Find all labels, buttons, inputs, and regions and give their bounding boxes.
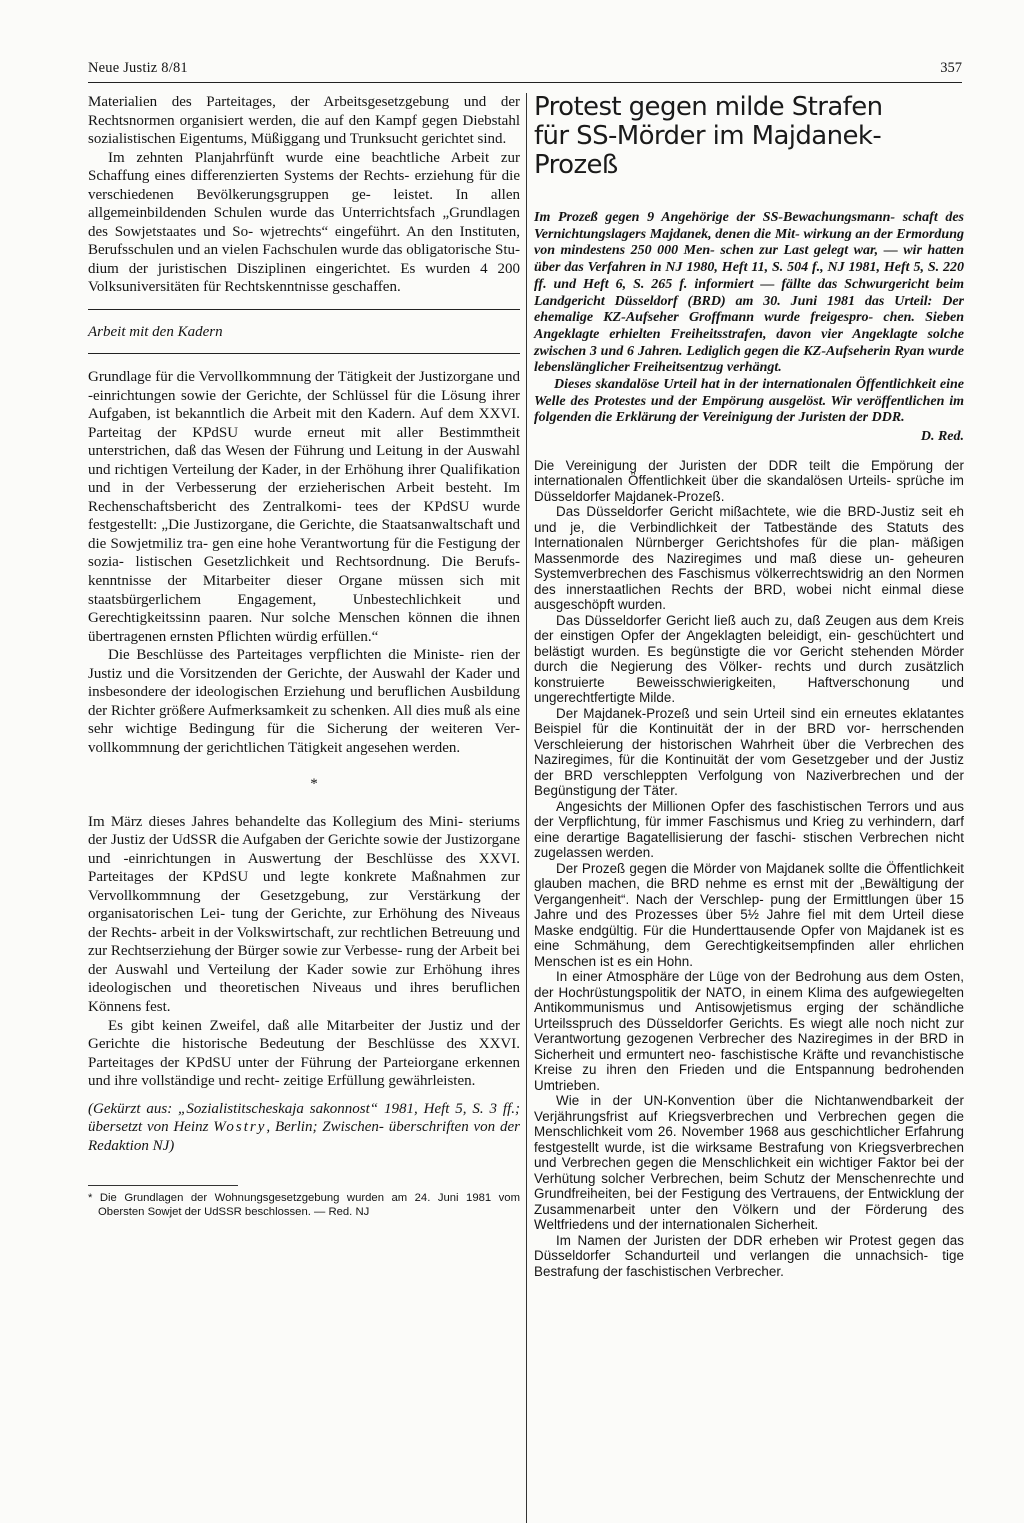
section-rule-bottom: [88, 353, 520, 354]
paragraph: Der Majdanek-Prozeß und sein Urteil sind ein erneutes eklatantes Beispiel für die Kontinuität der in der BRD vor- herrschenden Verschleierung der historischen Wahrheit über die Verbrechen des Naziregimes, für die Kontinuität der vom Gesetzgeber und der Justiz der BRD verschleppten Verfolgung von Naziverbrechen und der Begünstigung der Täter.: [534, 705, 964, 799]
footnote-rule: [88, 1185, 238, 1186]
left-column: [88, 93, 520, 1219]
article-title: [534, 93, 964, 180]
source-text: (Gekürzt aus: „Sozialistitscheskaja sakonnost“ 1981, Heft 5, S. 3 ff.; übersetzt von Heinz: [88, 1100, 520, 1136]
header-rule: [88, 82, 962, 83]
intro-paragraph: Im Prozeß gegen 9 Angehörige der SS-Bewachungsmann- schaft des Vernichtungslagers Majdanek, denen die Mit- wirkung an der Ermordung von mindestens 250 000 Men- schen zur Last gelegt war, — wir hatten über das Verfahren in NJ 1980, Heft 11, S. 504 f., NJ 1981, Heft 5, S. 220 ff. und Heft 6, S. 265 f. informiert — fällte das Schwurgericht beim Landgericht Düsseldorf (BRD) am 30. Juni 1981 das Urteil: Der ehemalige KZ-Aufseher Groffmann wurde freigespro- chen. Sieben Angeklagte erhielten Freiheitsstrafen, davon vier Angeklagte solche zwischen 3 und 6 Jahren. Lediglich gegen die KZ-Aufseherin Ryan wurde lebenslänglicher Freiheitsentzug verhängt.: [534, 210, 964, 376]
running-head: [88, 60, 962, 82]
paragraph: Die Vereinigung der Juristen der DDR teilt die Empörung der internationalen Öffentlichkeit über die skandalösen Urteils- sprüche im Düsseldorfer Majdanek-Prozeß.: [534, 457, 964, 504]
paragraph: Das Düsseldorfer Gericht ließ auch zu, daß Zeugen aus dem Kreis der einstigen Opfer der Angeklagten beleidigt, ein- geschüchtert und belästigt wurden. Es begünstigte die vor Gericht stehenden Mörder durch die Negierung des Völker- rechts und durch zusätzlich konstruierte Beweisschwierigkeiten, Haftverschonung und ungerechtfertigte Milde.: [534, 612, 964, 706]
paragraph: Das Düsseldorfer Gericht mißachtete, wie die BRD-Justiz seit eh und je, die Verbindlichkeit der Tatbestände des Statuts des Internationalen Nürnberger Gerichtshofes für die plan- mäßigen Massenmorde des Naziregimes und maß diese un- geheuren Systemverbrechen des Faschismus völkerrechtswidrig an den Normen des innerstaatlichen Rechts der BRD, wobei nicht einmal diese ausgeschöpft wurden.: [534, 504, 964, 613]
paragraph: Wie in der UN-Konvention über die Nichtanwendbarkeit der Verjährungsfrist auf Kriegsverbrechen und Verbrechen gegen die Menschlichkeit vom 26. November 1968 aus geschichtlicher Erfahrung festgestellt wurde, ist die wirksame Bestrafung von Kriegsverbrechen und Verbrechen gegen die Menschlichkeit ein wichtiger Faktor bei der Verhütung solcher Verbrechen, beim Schutz der Menschenrechte und Grundfreiheiten, bei der Festigung des Vertrauens, der Entwicklung der Zusammenarbeit unter den Völkern und der Förderung des Weltfriedens und der internationalen Sicherheit.: [534, 1093, 964, 1233]
paragraph: Im Namen der Juristen der DDR erheben wir Protest gegen das Düsseldorfer Schandurteil und verlangen die unnachsich- tige Bestrafung der faschistischen Verbrecher.: [534, 1232, 964, 1279]
paragraph: Der Prozeß gegen die Mörder von Majdanek sollte die Öffentlichkeit glauben machen, die BRD nehme es ernst mit der „Bewältigung der Vergangenheit“. Nach der Verschlep- pung der Ermittlungen über 15 Jahre und des Prozesses über 5½ Jahre fiel mit dem Urteil diese Maske endgültig. Für die Hunderttausende Opfer von Majdanek ist es eine Schmähung, dem Gerechtigkeitsempfinden aller ehrlichen Menschen ist es ein Hohn.: [534, 860, 964, 969]
paragraph: In einer Atmosphäre der Lüge von der Bedrohung aus dem Osten, der Hochrüstungspolitik der NATO, in einem Klima des aufgewiegelten Antikommunismus und Antisowjetismus erging der schändliche Urteilsspruch des Düsseldorfer Gerichts. Es wiegt alle noch nicht zur Verantwortung gezogenen Verbrecher des Naziregimes in der BRD in Sicherheit und ermuntert neo- faschistische Kräfte und revanchistische Kreise zu ihren den Frieden und die Entspannung bedrohenden Umtrieben.: [534, 969, 964, 1093]
title-line: für SS-Mörder im Majdanek-Prozeß: [534, 121, 882, 180]
asterisk-divider: *: [310, 775, 318, 792]
page-number: 357: [940, 60, 962, 76]
source-text: , Berlin; Zwischen- überschriften von der Redaktion NJ): [88, 1119, 520, 1154]
column-rule: [526, 93, 527, 1523]
statement-body: [534, 458, 964, 1280]
section-heading: Arbeit mit den Kadern: [88, 324, 223, 341]
paragraph: Angesichts der Millionen Opfer des faschistischen Terrors und aus der Verpflichtung, für immer Faschismus und Krieg zu verhindern, darf eine derartige Bagatellisierung der faschi- stischen Verbrechen nicht zugelassen werden.: [534, 798, 964, 861]
intro-paragraph: Dieses skandalöse Urteil hat in der internationalen Öffentlichkeit eine Welle des Protestes und der Empörung ausgelöst. Wir veröffentlichen im folgenden die Erklärung der Vereinigung der Juristen der DDR.: [534, 377, 964, 426]
paragraph: Es gibt keinen Zweifel, daß alle Mitarbeiter der Justiz und der Gerichte die historische Bedeutung der Beschlüsse des XXVI. Parteitages der KPdSU unter der Führung der Parteiorgane erkennen und ihre vollständige und recht- zeitige Erfüllung gewährleisten.: [88, 1017, 520, 1090]
source-note: [88, 1100, 520, 1156]
paragraph: Im zehnten Planjahrfünft wurde eine beachtliche Arbeit zur Schaffung eines differenzierten Systems der Rechts- erziehung für die verschiedenen Bevölkerungsgruppen ge- leistet. In allen allgemeinbildenden Schulen wurde das Unterrichtsfach „Grundlagen des Sowjetstaates und So- wjetrechts“ eingeführt. An den Instituten, Berufsschulen und an vielen Fachschulen wurde das obligatorische Stu- dium der juristischen Disziplinen eingerichtet. Es wurden 4 200 Volksuniversitäten für Rechtskenntnisse geschaffen.: [88, 149, 520, 296]
right-column: [534, 93, 964, 1279]
journal-title: Neue Justiz 8/81: [88, 60, 188, 76]
editor-signoff: D. Red.: [920, 429, 964, 445]
paragraph: Im März dieses Jahres behandelte das Kollegium des Mini- steriums der Justiz der UdSSR die Aufgaben der Gerichte sowie der Justizorgane und -einrichtungen in Auswertung der Beschlüsse des XXVI. Parteitages der KPdSU und legte konkrete Maßnahmen zur Vervollkommnung der Gesetzgebung, zur Verstärkung der organisatorischen Lei- tung der Gerichte, zur Erhöhung des Niveaus der Rechts- arbeit in der Volkswirtschaft, zur rechtlichen Betreuung und zur Rechtserziehung der Bürger sowie zur Verbesse- rung der Arbeit bei der Auswahl und Verteilung der Kader sowie zur Erhöhung ihres ideologischen und theoretischen Niveaus und ihres beruflichen Könnens fest.: [88, 813, 520, 1015]
section-rule-top: [88, 309, 520, 310]
paragraph: Grundlage für die Vervollkommnung der Tätigkeit der Justizorgane und -einrichtungen sowie der Gerichte, der Schlüssel für die Lösung ihrer Aufgaben, ist bekanntlich die Arbeit mit den Kadern. Auf dem XXVI. Parteitag der KPdSU wurde erneut mit aller Bestimmtheit unterstrichen, daß das Wesen der Führung und Leitung in der Auswahl und richtigen Verteilung der Kader, in der Erhöhung ihrer Qualifikation und in der Verbesserung der erzieherischen Arbeit besteht. Im Rechenschaftsbericht des Zentralkomi- tees der KPdSU wurde festgestellt: „Die Justizorgane, die Gerichte, die Staatsanwaltschaft und die Sowjetmiliz tra- gen eine hohe Verantwortung für die Festigung der sozia- listischen Gesetzlichkeit und Rechtsordnung. Die Berufs- kenntnisse der Mitarbeiter dieser Organe müssen sich mit staatsbürgerlichem Engagement, Unbestechlichkeit und Gerechtigkeitssinn paaren. Nur solche Menschen können die ihnen übertragenen ernsten Pflichten würdig erfüllen.“: [88, 369, 520, 645]
footnote: * Die Grundlagen der Wohnungsgesetzgebung wurden am 24. Juni 1981 vom Obersten Sowjet der UdSSR beschlossen. — Red. NJ: [88, 1192, 520, 1219]
paragraph: Materialien des Parteitages, der Arbeitsgesetzgebung und der Rechtsnormen organisiert werden, die auf den Kampf gegen Diebstahl sozialistischen Eigentums, Müßiggang und Trunksucht gerichtet sind.: [88, 94, 520, 148]
title-line: Protest gegen milde Strafen: [534, 92, 883, 122]
paragraph: Die Beschlüsse des Parteitages verpflichten die Ministe- rien der Justiz und die Vorsitzenden der Gerichte, der Auswahl der Kader und insbesondere der ideologischen Erziehung und beruflichen Ausbildung der Richter größere Aufmerksamkeit zu schenken. All dies muß als eine sehr wichtige Bedingung für die Sicherung der weiteren Ver- vollkommnung der gerichtlichen Tätigkeit angesehen werden.: [88, 647, 520, 756]
editorial-intro: [534, 210, 964, 446]
spacer: [88, 1091, 520, 1100]
translator-name: Wostry: [213, 1119, 267, 1136]
